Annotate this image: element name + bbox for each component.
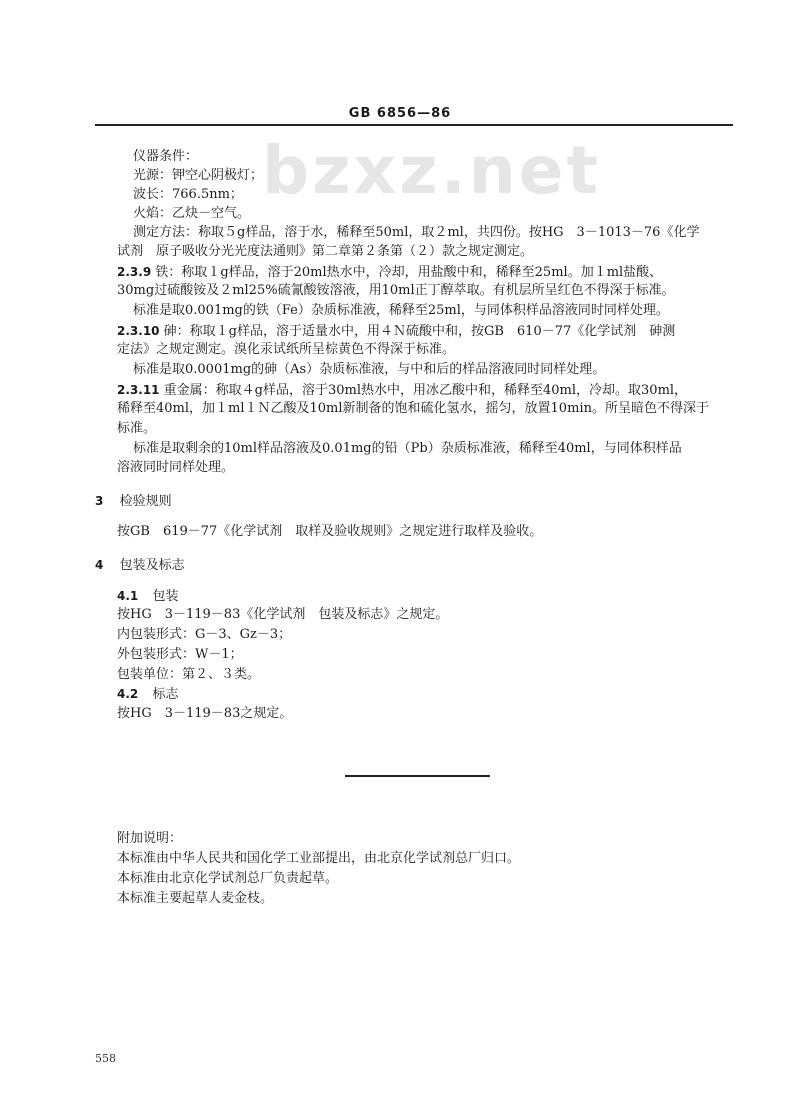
section-4-2-heading bbox=[117, 685, 179, 704]
instrument-conditions-label: 仪器条件： bbox=[133, 149, 199, 164]
page-number: 558 bbox=[95, 1052, 116, 1065]
appendix-line-1: 本标准由中华人民共和国化学工业部提出，由北京化学试剂总厂归口。 bbox=[117, 851, 521, 866]
section-3-heading bbox=[95, 492, 172, 511]
packaging-line-4: 包装单位：第２、３类。 bbox=[117, 667, 261, 682]
subsection-title: 包装 bbox=[152, 589, 179, 604]
lead-standard-line-2: 溶液同时同样处理。 bbox=[117, 460, 235, 475]
subsection-title: 标志 bbox=[152, 687, 179, 702]
iron-standard-line: 标准是取0.001mg的铁（Fe）杂质标准液，稀释至25ml，与同体积样品溶液同时同样处理。 bbox=[133, 303, 669, 318]
section-4-heading bbox=[95, 556, 185, 575]
clause-number: 2.3.11 bbox=[117, 383, 160, 397]
header-rule bbox=[95, 124, 733, 126]
appendix-line-2: 本标准由北京化学试剂总厂负责起草。 bbox=[117, 871, 339, 886]
arsenic-test-text: 砷：称取１g样品，溶于适量水中，用４Ｎ硫酸中和，按GB 610－77《化学试剂 砷测 bbox=[163, 324, 676, 339]
watermark-logo: bzxz.net bbox=[262, 132, 602, 209]
arsenic-test-line-2: 定法》之规定测定。溴化汞试纸所呈棕黄色不得深于标准。 bbox=[117, 342, 456, 357]
method-line-1: 测定方法：称取５g样品，溶于水，稀释至50ml，取２ml，共四份。按HG 3－1013－76《化学 bbox=[133, 225, 700, 240]
heavy-metal-line-3: 标准。 bbox=[117, 421, 157, 436]
packaging-line-3: 外包装形式：W－1； bbox=[117, 647, 243, 662]
section-4-1-heading bbox=[117, 587, 179, 606]
end-divider bbox=[345, 775, 490, 777]
iron-test-line-2: 30mg过硫酸铵及２ml25%硫氰酸铵溶液，用10ml正丁醇萃取。有机层所呈红色不得深于标准。 bbox=[117, 283, 675, 298]
arsenic-test-line-1 bbox=[117, 322, 675, 341]
clause-number: 2.3.9 bbox=[117, 265, 152, 279]
heavy-metal-line-2: 稀释至40ml，加１ml１Ｎ乙酸及10ml新制备的饱和硫化氢水，摇匀，放置10min。所呈暗色不得深于 bbox=[117, 401, 709, 416]
arsenic-standard-line: 标准是取0.0001mg的砷（As）杂质标准液，与中和后的样品溶液同时同样处理。 bbox=[133, 362, 606, 377]
section-title: 包装及标志 bbox=[119, 558, 185, 573]
heavy-metal-text: 重金属：称取４g样品，溶于30ml热水中，用冰乙酸中和，稀释至40ml，冷却。取30ml， bbox=[163, 383, 688, 398]
appendix-line-3: 本标准主要起草人麦金枝。 bbox=[117, 891, 274, 906]
subsection-number: 4.2 bbox=[117, 687, 139, 701]
subsection-number: 4.1 bbox=[117, 589, 139, 603]
flame-line: 火焰：乙炔－空气。 bbox=[133, 206, 251, 221]
packaging-line-1: 按HG 3－119－83《化学试剂 包装及标志》之规定。 bbox=[117, 607, 449, 622]
light-source-line: 光源：钾空心阴极灯； bbox=[133, 168, 264, 183]
marking-line: 按HG 3－119－83之规定。 bbox=[117, 706, 293, 721]
iron-test-line-1 bbox=[117, 263, 662, 282]
section-number: 3 bbox=[95, 494, 104, 508]
heavy-metal-line-1 bbox=[117, 381, 687, 400]
iron-test-text: 铁：称取１g样品，溶于20ml热水中，冷却，用盐酸中和，稀释至25ml。加１ml盐酸、 bbox=[155, 265, 663, 280]
section-3-text: 按GB 619－77《化学试剂 取样及验收规则》之规定进行取样及验收。 bbox=[117, 524, 543, 539]
appendix-title: 附加说明： bbox=[117, 831, 183, 846]
wavelength-line: 波长：766.5nm； bbox=[133, 187, 243, 202]
method-line-2: 试剂 原子吸收分光光度法通则》第二章第２条第（２）款之规定测定。 bbox=[117, 244, 534, 259]
section-title: 检验规则 bbox=[119, 494, 172, 509]
clause-number: 2.3.10 bbox=[117, 324, 160, 338]
standard-number-header: GB 6856—86 bbox=[348, 106, 452, 121]
packaging-line-2: 内包装形式：G－3、Gz－3； bbox=[117, 627, 292, 642]
lead-standard-line-1: 标准是取剩余的10ml样品溶液及0.01mg的铅（Pb）杂质标准液，稀释至40ml，与同体积样品 bbox=[133, 441, 682, 456]
section-number: 4 bbox=[95, 558, 104, 572]
